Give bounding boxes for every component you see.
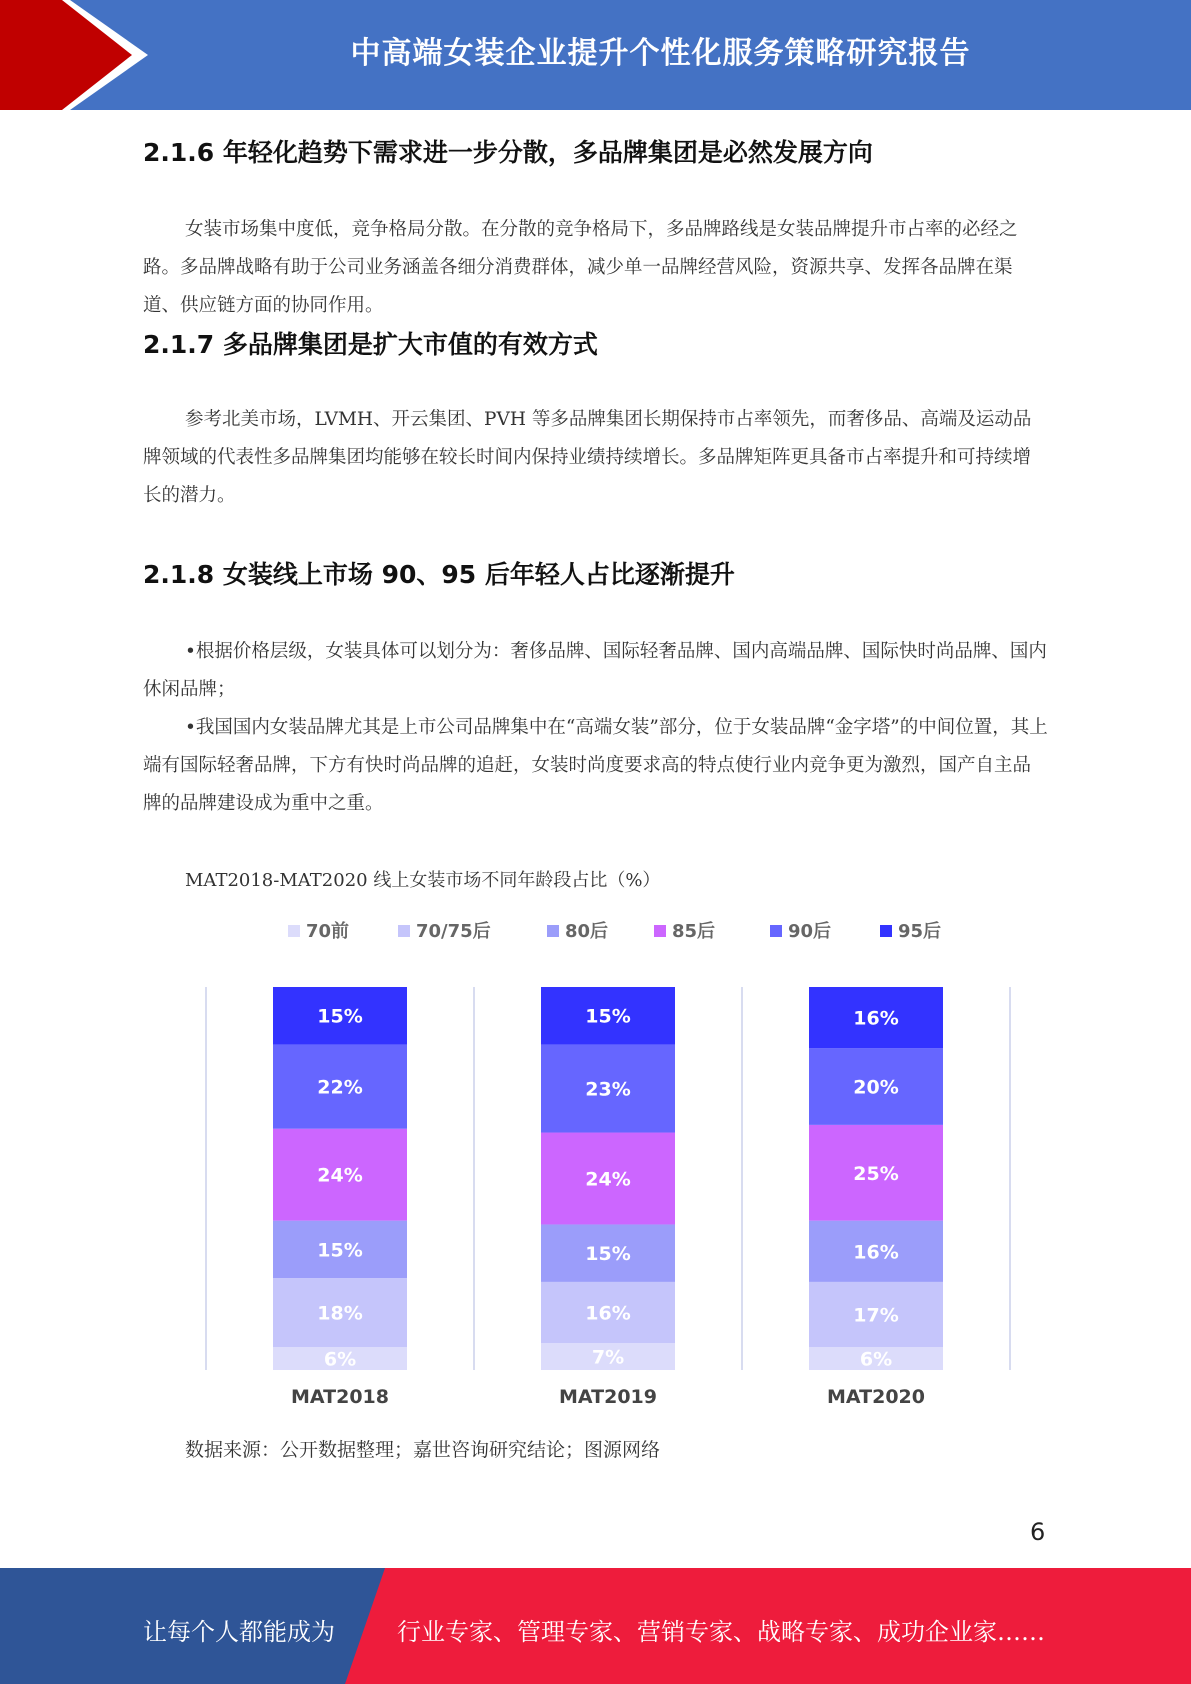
section-title-2-1-7: 2.1.7 多品牌集团是扩大市值的有效方式 — [143, 330, 598, 359]
chart-plot — [206, 987, 1010, 1408]
legend-label: 80后 — [565, 921, 609, 942]
bar-value-label: 15% — [585, 1243, 631, 1266]
document-title: 中高端女装企业提升个性化服务策略研究报告 — [350, 36, 971, 71]
bar-value-label: 20% — [853, 1076, 899, 1099]
legend-label: 95后 — [898, 921, 942, 942]
chart-legend — [288, 920, 941, 942]
bar-value-label: 6% — [859, 1348, 893, 1371]
data-source: 数据来源：公开数据整理；嘉世咨询研究结论；图源网络 — [185, 1439, 661, 1461]
bar-value-label: 25% — [853, 1162, 899, 1185]
bar-value-label: 24% — [317, 1164, 363, 1187]
section-bullets-2-1-8 — [143, 633, 1048, 823]
legend-label: 90后 — [788, 921, 832, 942]
x-tick-label: MAT2019 — [559, 1386, 657, 1408]
x-tick-label: MAT2018 — [291, 1386, 389, 1408]
bar-value-label: 18% — [317, 1302, 363, 1325]
bar-value-label: 17% — [853, 1304, 899, 1327]
footer-slogan-right: 行业专家、管理专家、营销专家、战略专家、成功企业家…… — [397, 1618, 1045, 1646]
bullet-item: •我国国内女装品牌尤其是上市公司品牌集中在“高端女装”部分，位于女装品牌“金字塔”的中间位置，其上端有国际轻奢品牌，下方有快时尚品牌的追赶，女装时尚度要求高的特点使行业内竞争更为激烈，国产自主品牌的品牌建设成为重中之重。 — [143, 717, 1048, 814]
bullet-item: •根据价格层级，女装具体可以划分为：奢侈品牌、国际轻奢品牌、国内高端品牌、国际快时尚品牌、国内休闲品牌； — [143, 641, 1047, 700]
bar-value-label: 6% — [323, 1348, 357, 1371]
stacked-bar-chart — [180, 905, 1040, 1415]
bar-value-label: 15% — [317, 1239, 363, 1262]
legend-swatch — [547, 925, 559, 937]
bar-value-label: 16% — [853, 1007, 899, 1030]
chart-caption: MAT2018-MAT2020 线上女装市场不同年龄段占比（%） — [185, 870, 661, 891]
bar-value-label: 16% — [853, 1241, 899, 1264]
legend-swatch — [880, 925, 892, 937]
legend-label: 70前 — [306, 921, 350, 942]
legend-swatch — [288, 925, 300, 937]
bar-value-label: 23% — [585, 1078, 631, 1101]
bar-value-label: 15% — [317, 1005, 363, 1028]
bar-value-label: 24% — [585, 1168, 631, 1191]
x-tick-label: MAT2020 — [827, 1386, 925, 1408]
bar-value-label: 15% — [585, 1005, 631, 1028]
footer-slogan-left: 让每个人都能成为 — [143, 1618, 335, 1646]
bar-value-label: 16% — [585, 1302, 631, 1325]
legend-label: 70/75后 — [416, 921, 491, 942]
bar-value-label: 7% — [591, 1346, 625, 1369]
legend-swatch — [654, 925, 666, 937]
page-header — [0, 0, 1191, 110]
section-title-2-1-6: 2.1.6 年轻化趋势下需求进一步分散，多品牌集团是必然发展方向 — [143, 138, 873, 167]
section-paragraph-2-1-7: 参考北美市场，LVMH、开云集团、PVH 等多品牌集团长期保持市占率领先，而奢侈品、高端及运动品牌领域的代表性多品牌集团均能够在较长时间内保持业绩持续增长。多品牌矩阵更具备市占率提升和可持续增长的潜力。 — [143, 409, 1032, 506]
legend-label: 85后 — [672, 921, 716, 942]
legend-swatch — [770, 925, 782, 937]
section-paragraph-2-1-6: 女装市场集中度低，竞争格局分散。在分散的竞争格局下，多品牌路线是女装品牌提升市占率的必经之路。多品牌战略有助于公司业务涵盖各细分消费群体，减少单一品牌经营风险，资源共享、发挥各品牌在渠道、供应链方面的协同作用。 — [143, 219, 1018, 316]
section-title-2-1-8: 2.1.8 女装线上市场 90、95 后年轻人占比逐渐提升 — [143, 560, 735, 589]
bar-value-label: 22% — [317, 1076, 363, 1099]
page-number: 6 — [1030, 1518, 1046, 1546]
legend-swatch — [398, 925, 410, 937]
header-arrow-icon — [0, 0, 160, 110]
